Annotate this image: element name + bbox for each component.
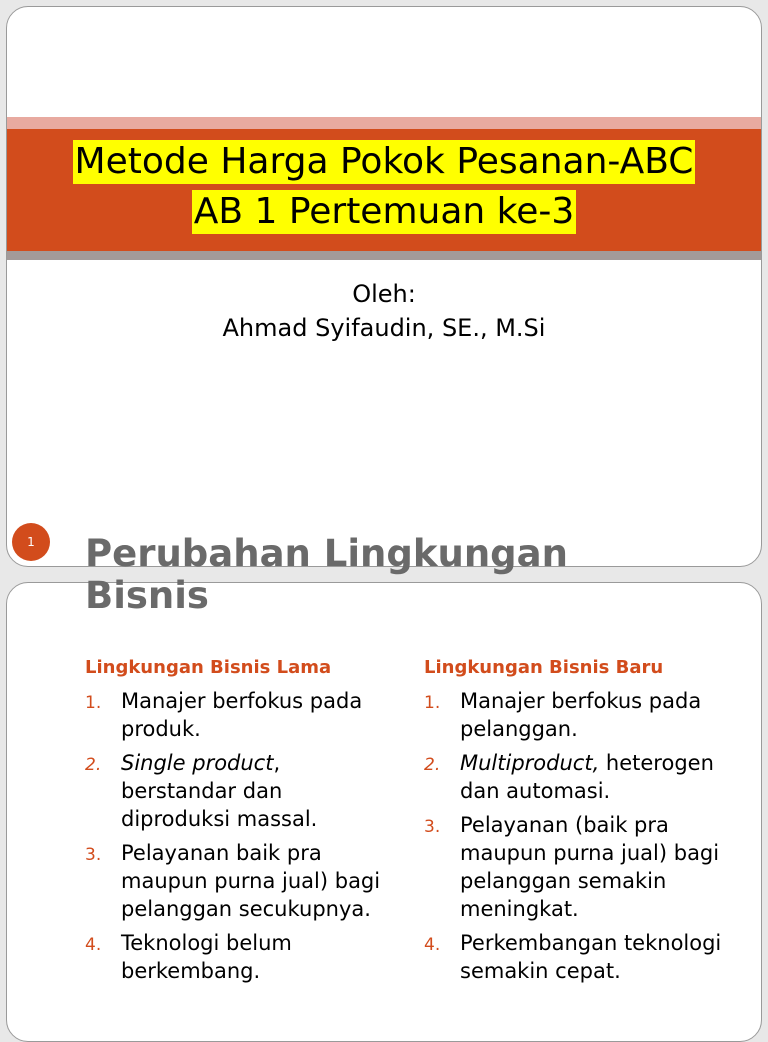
slide-title-line-2: AB 1 Pertemuan ke-3 — [193, 191, 575, 232]
list-text: Manajer berfokus pada produk. — [121, 689, 363, 741]
slide-title — [7, 140, 761, 240]
slide-subtitle — [7, 277, 761, 345]
list-text: Pelayanan (baik pra maupun purna jual) bagi pelanggan semakin meningkat. — [460, 813, 720, 921]
list-item — [424, 687, 724, 743]
list-item — [85, 687, 385, 743]
column-new-business — [424, 655, 724, 991]
list-lead: Single product — [121, 751, 274, 775]
list-number: 4. — [85, 935, 102, 955]
title-band-top — [7, 117, 761, 129]
numbered-list — [424, 687, 724, 985]
list-number: 2. — [424, 755, 441, 775]
slide-1 — [6, 6, 762, 567]
list-number: 3. — [85, 845, 102, 865]
column-heading: Lingkungan Bisnis Baru — [424, 657, 664, 678]
title-band-bottom — [7, 251, 761, 260]
list-number: 4. — [424, 935, 441, 955]
list-item — [424, 929, 724, 985]
list-item — [85, 929, 385, 985]
list-number: 2. — [85, 755, 102, 775]
slide-2-title-line-1: Perubahan Lingkungan — [85, 532, 568, 575]
list-lead: Multiproduct, — [460, 751, 600, 775]
slide-title-line-1: Metode Harga Pokok Pesanan-ABC — [74, 141, 694, 182]
numbered-list — [85, 687, 385, 985]
list-number: 1. — [85, 693, 102, 713]
list-text: heterogen dan automasi. — [460, 751, 714, 803]
list-text: Manajer berfokus pada pelanggan. — [460, 689, 702, 741]
list-text: Teknologi belum berkembang. — [121, 931, 292, 983]
list-item — [424, 811, 724, 923]
list-item — [85, 749, 385, 833]
column-heading: Lingkungan Bisnis Lama — [85, 657, 332, 678]
slide-2 — [6, 532, 762, 1042]
list-item — [85, 839, 385, 923]
column-old-business — [85, 655, 385, 991]
slide-2-title-line-2: Bisnis — [85, 574, 209, 617]
list-number: 3. — [424, 817, 441, 837]
list-text: Perkembangan teknologi semakin cepat. — [460, 931, 722, 983]
list-item — [424, 749, 724, 805]
author-name: Ahmad Syifaudin, SE., M.Si — [222, 314, 546, 342]
page-number-badge: 1 — [12, 523, 50, 561]
list-text: , berstandar dan diproduksi massal. — [121, 751, 318, 831]
list-text: Pelayanan baik pra maupun purna jual) bagi pelanggan secukupnya. — [121, 841, 381, 921]
slide-2-title — [85, 533, 568, 617]
by-label: Oleh: — [352, 280, 416, 308]
list-number: 1. — [424, 693, 441, 713]
